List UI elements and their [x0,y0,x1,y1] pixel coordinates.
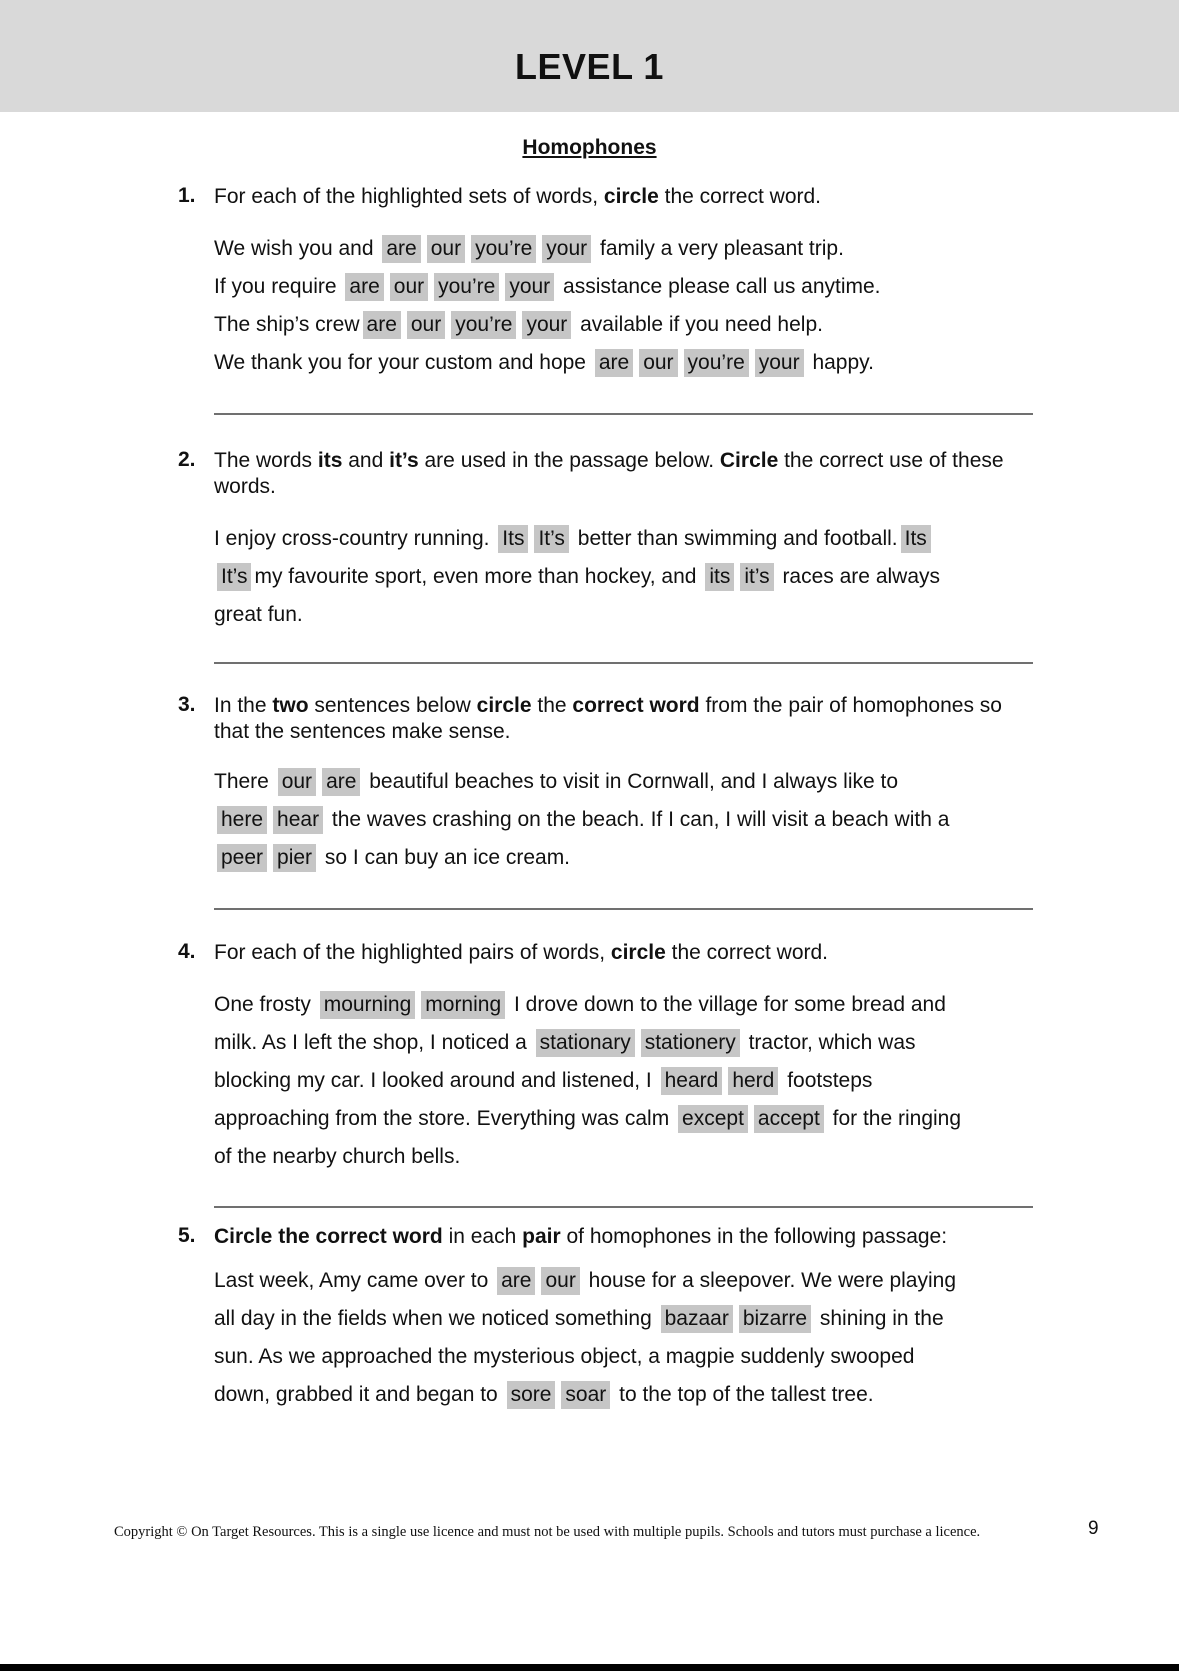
passage-text: We wish you and [214,237,380,260]
question-number: 2. [178,448,196,471]
question-1 [178,184,1038,382]
passage-line [214,1300,1038,1338]
homophone-choice[interactable]: heard [661,1067,723,1095]
homophone-choice[interactable]: your [505,273,554,301]
homophone-choice[interactable]: herd [728,1067,778,1095]
question-passage [214,520,1038,634]
prompt-text: sentences below [308,694,477,717]
homophone-choice[interactable]: your [522,311,571,339]
divider [214,1206,1033,1208]
passage-text: shining in the [814,1307,944,1330]
prompt-emphasis: two [272,694,309,717]
passage-line [214,344,1038,382]
copyright-footer: Copyright © On Target Resources. This is a single use licence and must not be used with multiple pupils. Schools and tutors must purchase a licence. [114,1524,981,1540]
passage-text: to the top of the tallest tree. [613,1383,874,1406]
homophone-choice[interactable]: sore [507,1381,556,1409]
passage-text: We thank you for your custom and hope [214,351,592,374]
passage-text: Last week, Amy came over to [214,1269,495,1292]
passage-text: available if you need help. [574,313,823,336]
divider [214,908,1033,910]
prompt-text: the [531,694,573,717]
passage-text: better than swimming and football. [571,527,898,550]
passage-text: blocking my car. I looked around and listened, I [214,1069,658,1092]
homophone-choice[interactable]: its [705,563,734,591]
prompt-text: in each [442,1225,523,1248]
passage-text: great fun. [214,603,303,626]
prompt-text: are used in the passage below. [418,449,720,472]
passage-text: assistance please call us anytime. [557,275,881,298]
homophone-choice[interactable]: our [639,349,677,377]
passage-text: I enjoy cross-country running. [214,527,496,550]
question-passage [214,763,1038,877]
prompt-text: of homophones in the following passage: [560,1225,948,1248]
passage-line [214,1376,1038,1414]
prompt-text: the correct word. [658,185,822,208]
homophone-choice[interactable]: are [345,273,383,301]
homophone-choice[interactable]: stationery [641,1029,740,1057]
homophone-choice[interactable]: you’re [471,235,536,263]
passage-line [214,268,1038,306]
prompt-text: The words [214,449,318,472]
passage-line [214,1024,1038,1062]
homophone-choice[interactable]: are [322,768,360,796]
prompt-text: and [342,449,390,472]
passage-line [214,839,1038,877]
question-prompt [214,693,1038,745]
passage-text: sun. As we approached the mysterious object, a magpie suddenly swooped [214,1345,915,1368]
passage-text: If you require [214,275,343,298]
question-prompt [214,940,1038,966]
passage-text: family a very pleasant trip. [594,237,844,260]
prompt-emphasis: circle [610,941,666,964]
passage-line [214,1262,1038,1300]
passage-text: so I can buy an ice cream. [319,846,571,869]
passage-text: house for a sleepover. We were playing [582,1269,957,1292]
question-passage [214,230,1038,382]
homophone-choice[interactable]: our [541,1267,579,1295]
homophone-choice[interactable]: our [278,768,316,796]
passage-text: happy. [806,351,874,374]
homophone-choice[interactable]: except [678,1105,748,1133]
passage-line [214,763,1038,801]
prompt-emphasis: circle [476,694,532,717]
passage-text: milk. As I left the shop, I noticed a [214,1031,533,1054]
level-title: LEVEL 1 [515,46,664,87]
passage-line [214,1338,1038,1376]
homophone-choice[interactable]: hear [273,806,323,834]
question-prompt [214,1224,1038,1250]
prompt-text: For each of the highlighted pairs of words, [214,941,611,964]
question-number: 4. [178,940,196,963]
passage-line [214,230,1038,268]
prompt-emphasis: circle [603,185,659,208]
question-prompt [214,448,1038,500]
question-number: 3. [178,693,196,716]
question-2 [178,448,1038,634]
passage-line [214,1100,1038,1138]
homophone-choice[interactable]: peer [217,844,267,872]
homophone-choice[interactable]: Its [901,525,931,553]
homophone-choice[interactable]: you’re [434,273,499,301]
prompt-emphasis: pair [522,1225,561,1248]
passage-text: beautiful beaches to visit in Cornwall, and I always like to [363,770,899,793]
prompt-text: In the [214,694,273,717]
homophone-choice[interactable]: you’re [451,311,516,339]
homophone-choice[interactable]: are [497,1267,535,1295]
passage-line [214,306,1038,344]
prompt-emphasis: its [317,449,343,472]
homophone-choice[interactable]: Its [498,525,528,553]
question-4 [178,940,1038,1176]
passage-line [214,986,1038,1024]
prompt-emphasis: it’s [389,449,419,472]
homophone-choice[interactable]: our [407,311,445,339]
homophone-choice[interactable]: mourning [320,991,416,1019]
question-5 [178,1224,1038,1414]
passage-text: footsteps [781,1069,873,1092]
homophone-choice[interactable]: your [542,235,591,263]
prompt-text: For each of the highlighted sets of words, [214,185,604,208]
passage-text: all day in the fields when we noticed something [214,1307,658,1330]
homophone-choice[interactable]: stationary [536,1029,635,1057]
passage-text: tractor, which was [742,1031,916,1054]
passage-text: The ship’s crew [214,313,360,336]
prompt-emphasis: Circle [719,449,779,472]
passage-text: for the ringing [826,1107,962,1130]
passage-line [214,801,1038,839]
passage-text: I drove down to the village for some bread and [508,993,946,1016]
homophone-choice[interactable]: here [217,806,267,834]
homophone-choice[interactable]: it’s [740,563,773,591]
homophone-choice[interactable]: are [363,311,401,339]
prompt-emphasis: correct word [572,694,700,717]
passage-text: of the nearby church bells. [214,1145,461,1168]
question-3 [178,693,1038,877]
prompt-text: from the pair of homophones so that the sentences make sense. [214,694,1002,743]
homophone-choice[interactable]: our [390,273,428,301]
divider [214,662,1033,664]
homophone-choice[interactable]: bizarre [739,1305,811,1333]
passage-line [214,1138,1038,1176]
prompt-text: the correct use of these words. [214,449,1004,498]
question-prompt [214,184,1038,210]
homophone-choice[interactable]: are [595,349,633,377]
homophone-choice[interactable]: our [427,235,465,263]
divider [214,413,1033,415]
passage-line [214,558,1038,596]
homophone-choice[interactable]: pier [273,844,316,872]
passage-text: the waves crashing on the beach. If I can, I will visit a beach with a [326,808,950,831]
homophone-choice[interactable]: accept [754,1105,824,1133]
homophone-choice[interactable]: are [382,235,420,263]
prompt-emphasis: Circle the correct word [214,1225,443,1248]
bottom-bar [0,1664,1179,1671]
question-number: 5. [178,1224,196,1247]
passage-text: approaching from the store. Everything was calm [214,1107,676,1130]
passage-text: down, grabbed it and began to [214,1383,504,1406]
passage-text: my favourite sport, even more than hockey, and [254,565,703,588]
question-passage [214,1262,1038,1414]
passage-text: There [214,770,275,793]
passage-line [214,1062,1038,1100]
homophone-choice[interactable]: your [755,349,804,377]
homophone-choice[interactable]: morning [421,991,505,1019]
homophone-choice[interactable]: you’re [684,349,749,377]
section-title: Homophones [522,136,657,159]
page-number: 9 [1088,1518,1099,1539]
passage-line [214,520,1038,558]
passage-text: One frosty [214,993,317,1016]
homophone-choice[interactable]: soar [561,1381,610,1409]
homophone-choice[interactable]: It’s [534,525,568,553]
homophone-choice[interactable]: It’s [217,563,251,591]
passage-text: races are always [776,565,941,588]
passage-line [214,596,1038,634]
prompt-text: the correct word. [665,941,829,964]
question-number: 1. [178,184,196,207]
question-passage [214,986,1038,1176]
homophone-choice[interactable]: bazaar [661,1305,733,1333]
